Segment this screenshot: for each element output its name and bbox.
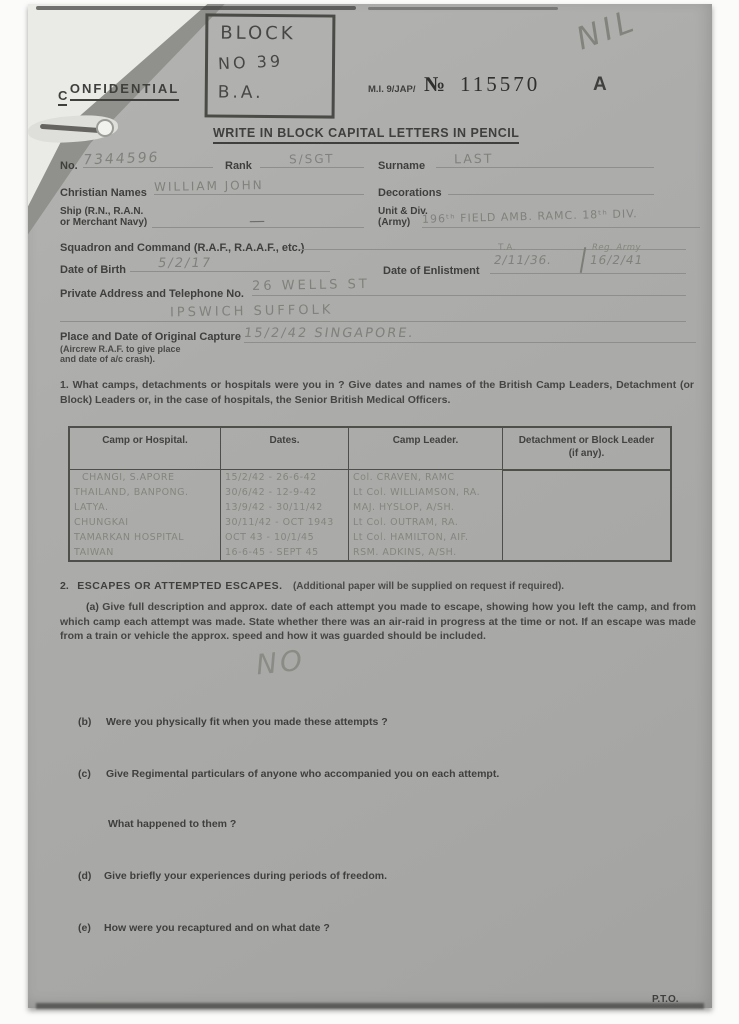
date-of-birth-field[interactable]: 5/2/17 — [130, 254, 330, 272]
q2d-label: (d) — [78, 870, 92, 882]
q2b-label: (b) — [78, 716, 92, 728]
christian-names-label: Christian Names — [60, 187, 147, 199]
cell-camp: LATYA. — [74, 502, 109, 513]
page-top-edge-2 — [368, 7, 558, 10]
capture-label: Place and Date of Original Capture — [60, 331, 241, 343]
question-2-heading — [60, 576, 694, 594]
enlistment-divider — [580, 247, 586, 273]
q2-title: ESCAPES OR ATTEMPTED ESCAPES. — [77, 580, 283, 592]
cell-leader: Lt Col. WILLIAMSON, RA. — [353, 487, 481, 498]
ship-label-line2: or Merchant Navy) — [60, 217, 148, 228]
table-row — [70, 485, 670, 500]
capture-note-line2: and date of a/c crash). — [60, 354, 156, 364]
address-label: Private Address and Telephone No. — [60, 288, 244, 300]
address-field-line1[interactable]: 26 WELLS ST — [252, 276, 686, 296]
q2c-text: Give Regimental particulars of anyone who accompanied you on each attempt. — [106, 768, 500, 780]
cell-leader: Col. CRAVEN, RAMC — [353, 472, 455, 483]
camps-table — [68, 426, 672, 562]
camps-table-header-row — [70, 428, 670, 470]
cell-dates: 15/2/42 - 26-6-42 — [225, 472, 317, 483]
cell-camp: TAIWAN — [74, 547, 114, 558]
surname-field[interactable]: LAST — [436, 150, 654, 168]
cell-dates: OCT 43 - 10/1/45 — [225, 532, 315, 543]
decorations-label: Decorations — [378, 187, 442, 199]
rank-label: Rank — [225, 160, 252, 172]
cell-camp: TAMARKAN HOSPITAL — [74, 532, 185, 543]
enlistment-ta-value: 2/11/36. — [492, 253, 554, 267]
capture-note-line1: (Aircrew R.A.F. to give place — [60, 344, 181, 354]
escape-answer: NO — [254, 643, 307, 682]
form-page — [28, 4, 712, 1008]
cell-dates: 13/9/42 - 30/11/42 — [225, 502, 323, 513]
q2-number: 2. — [60, 580, 69, 592]
cell-leader: RSM. ADKINS, A/SH. — [353, 547, 457, 558]
cell-camp: CHUNGKAI — [74, 517, 129, 528]
ship-label-line1: Ship (R.N., R.A.N. — [60, 206, 144, 217]
table-row — [70, 470, 670, 485]
q2b-text: Were you physically fit when you made these attempts ? — [106, 716, 388, 728]
header-leader: Camp Leader. — [348, 428, 502, 470]
table-row — [70, 500, 670, 515]
cell-dates: 30/11/42 - OCT 1943 — [225, 517, 334, 528]
block-number-stamp — [205, 13, 336, 118]
christian-names-field[interactable]: WILLIAM JOHN — [154, 177, 364, 195]
q2c-label: (c) — [78, 768, 91, 780]
date-of-enlistment-label: Date of Enlistment — [383, 265, 480, 277]
capture-field[interactable]: 15/2/42 SINGAPORE. — [244, 324, 696, 343]
stamp-line-ba: B.A. — [217, 82, 264, 103]
nil-annotation: NIL — [571, 2, 642, 58]
cell-leader: Lt Col. OUTRAM, RA. — [353, 517, 459, 528]
unit-div-label-line1: Unit & Div. — [378, 206, 428, 217]
mi-reference: M.I. 9/JAP/ — [368, 84, 416, 95]
enlistment-ta-label: T.A. — [498, 243, 517, 253]
form-number-sign: № — [424, 72, 446, 96]
surname-label: Surname — [378, 160, 426, 172]
ship-field[interactable]: — — [152, 211, 364, 228]
cell-leader: Lt Col. HAMILTON, AIF. — [353, 532, 469, 543]
date-of-birth-label: Date of Birth — [60, 264, 126, 276]
header-camp: Camp or Hospital. — [70, 428, 220, 470]
question-2a — [60, 600, 696, 644]
camps-table-body — [70, 470, 670, 560]
punch-hole — [98, 121, 112, 135]
page-top-edge — [36, 6, 356, 10]
confidential-marking — [56, 80, 179, 101]
q2a-text: Give full description and approx. date of each attempt you made to escape, showing how you left the camp, and from which camp each attempt was made. State whether there was an air-raid in progress at the time or not. If an escape was made from a train or vehicle the approx. speed and how it was guarded should be included. — [60, 601, 696, 643]
confidential-c: C — [58, 89, 67, 106]
pto-marker: P.T.O. — [652, 994, 679, 1005]
question-1: 1. What camps, detachments or hospitals were you in ? Give dates and names of the British Camp Leaders, Detachment (or Block) Leaders or, in the case of hospitals, the Senior British Medical Officers. — [60, 379, 694, 406]
q2d-text: Give briefly your experiences during periods of freedom. — [104, 870, 387, 882]
unit-div-field[interactable]: 196ᵗʰ FIELD AMB. RAMC. 18ᵗʰ DIV. — [422, 207, 700, 228]
enlistment-reg-value: 16/2/41 — [588, 253, 645, 267]
cell-dates: 30/6/42 - 12-9-42 — [225, 487, 317, 498]
cell-camp: THAILAND, BANPONG. — [74, 487, 189, 498]
instruction-heading: WRITE IN BLOCK CAPITAL LETTERS IN PENCIL — [213, 126, 519, 144]
stamp-line-no: NO 39 — [217, 51, 284, 74]
header-dates: Dates. — [220, 428, 348, 470]
stamp-line-block: BLOCK — [220, 22, 296, 45]
date-of-enlistment-field[interactable] — [490, 243, 686, 274]
q2c-followup: What happened to them ? — [108, 818, 237, 830]
service-no-label: No. — [60, 160, 78, 172]
cell-camp: CHANGI, S.APORE — [82, 472, 175, 483]
cell-leader: MAJ. HYSLOP, A/SH. — [353, 502, 455, 513]
q2a-label: (a) — [86, 601, 99, 613]
rank-field[interactable]: S/SGT — [260, 150, 364, 168]
scan-bottom-shadow — [36, 1003, 704, 1009]
enlistment-reg-label: Reg. Army — [592, 243, 642, 253]
q2e-label: (e) — [78, 922, 91, 934]
q2e-text: How were you recaptured and on what date ? — [104, 922, 330, 934]
q2-note: (Additional paper will be supplied on request if required). — [292, 581, 565, 592]
unit-div-label-line2: (Army) — [378, 217, 411, 228]
form-series-letter: A — [593, 74, 607, 95]
address-field-line2[interactable]: IPSWICH SUFFOLK — [60, 302, 686, 322]
confidential-text: ONFIDENTIAL — [70, 82, 179, 101]
cell-dates: 16-6-45 - SEPT 45 — [225, 547, 319, 558]
table-row — [70, 515, 670, 530]
form-number: 115570 — [460, 72, 541, 96]
table-row — [70, 530, 670, 545]
table-row — [70, 545, 670, 560]
service-no-field[interactable]: 7344596 — [83, 150, 213, 168]
decorations-field[interactable] — [448, 177, 654, 195]
header-detachment: Detachment or Block Leader (if any). — [502, 428, 670, 470]
squadron-label: Squadron and Command (R.A.F., R.A.A.F., etc.) — [60, 242, 305, 254]
